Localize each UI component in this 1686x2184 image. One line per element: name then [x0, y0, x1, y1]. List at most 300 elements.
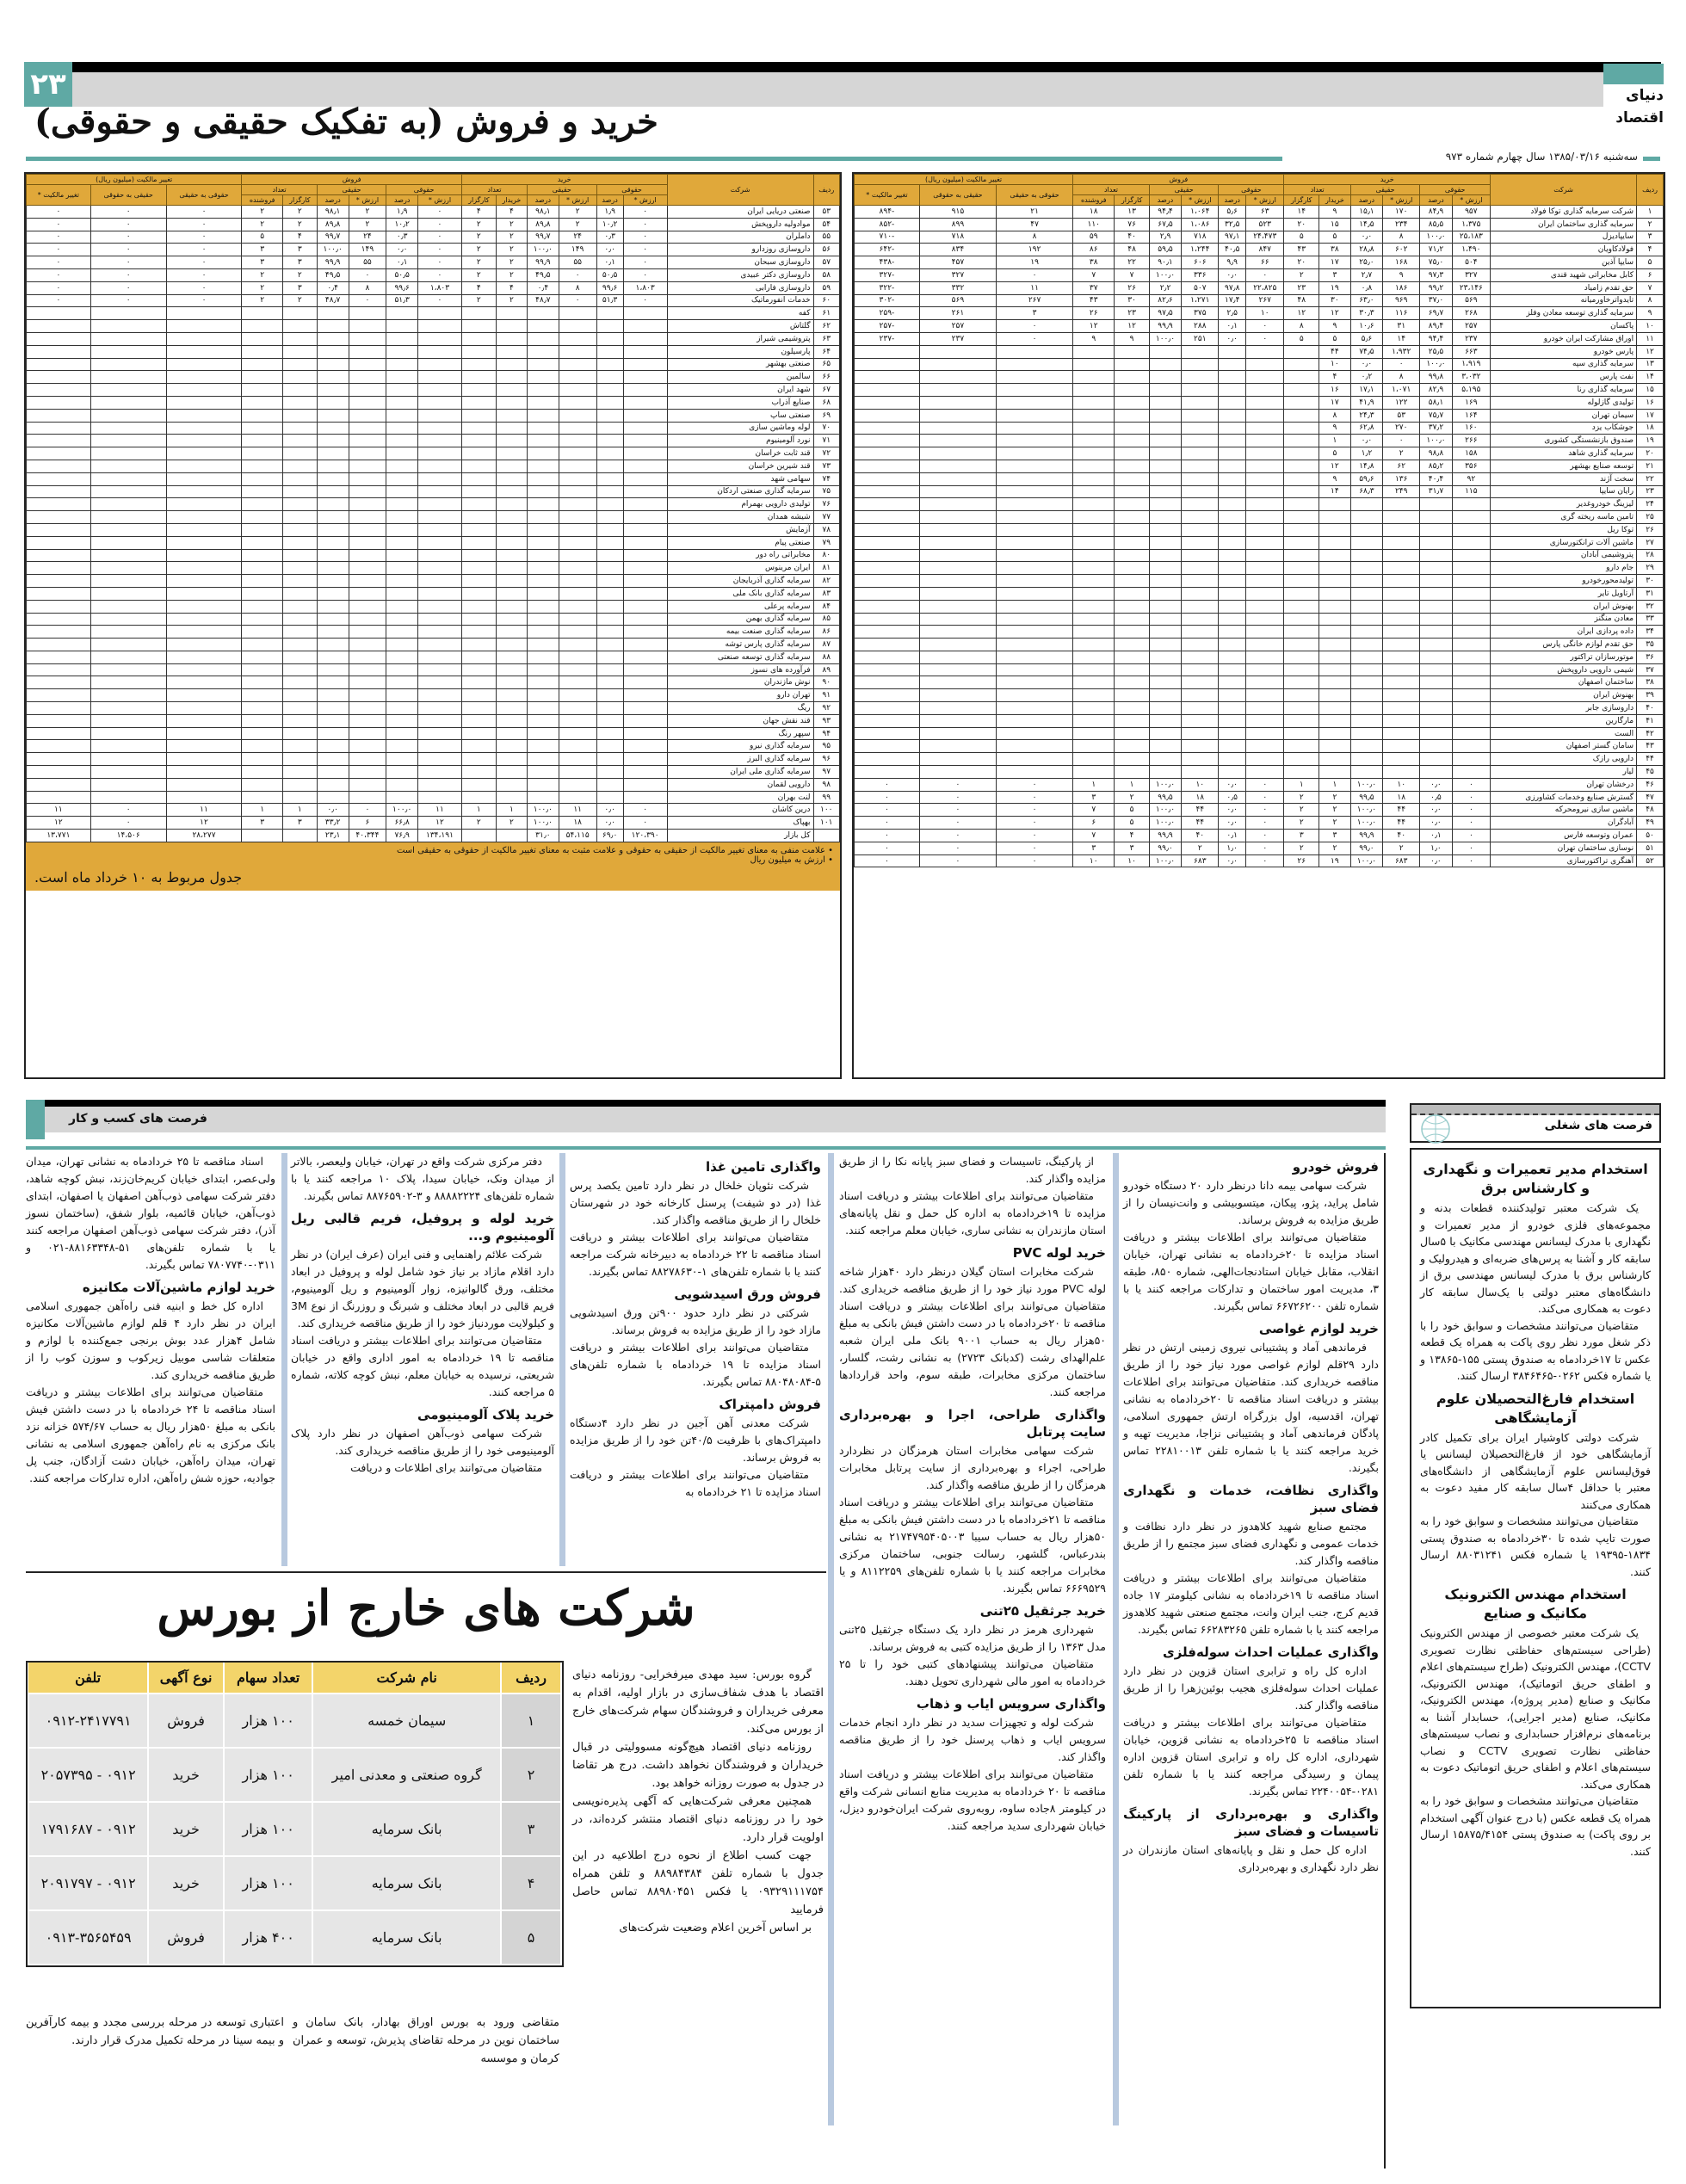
cell [596, 562, 623, 575]
cell [418, 651, 462, 663]
company-name: صندوق بازنشستگی کشوری [1491, 435, 1637, 447]
cell [27, 435, 91, 447]
cell [242, 651, 282, 663]
cell: ۰ [1452, 791, 1490, 804]
cell [559, 714, 596, 727]
column-header: فروشنده [242, 195, 282, 206]
cell: ۲۴۹ [1383, 485, 1420, 498]
cell [1420, 523, 1452, 536]
company-name: دارویی رازک [1491, 753, 1637, 766]
cell [1149, 676, 1181, 689]
column-header: درصد [1149, 195, 1181, 206]
cell [528, 307, 559, 320]
cell [317, 460, 349, 472]
cell [461, 358, 496, 371]
job-body: متقاضیان می‌توانند مشخصات و سوابق خود را به صورت تایپ شده تا ۳۰خردادماه به صندوق پستی ۱۸۳۴-۱۹۳۹۵ یا شماره فکس ۸۸۰۳۱۲۴۱ ارسال کنند. [1420, 1515, 1652, 1578]
cell [1149, 523, 1181, 536]
cell [623, 536, 667, 549]
company-name: آرتاویل تایر [1491, 587, 1637, 600]
cell [1383, 651, 1420, 663]
cell [919, 689, 996, 702]
cell: ۵۳ [1383, 409, 1420, 422]
cell [496, 422, 527, 435]
cell [90, 740, 166, 753]
cell: ۱،۳۷۵ [1452, 218, 1490, 231]
cell [528, 358, 559, 371]
cell [27, 447, 91, 460]
cell [1350, 740, 1382, 753]
cell [496, 791, 527, 804]
cell: ۷۵٫۷ [1420, 409, 1452, 422]
cell [282, 485, 317, 498]
cell [623, 409, 667, 422]
cell: ۲۵٫۵ [1420, 345, 1452, 358]
cell: ۰ [559, 268, 596, 281]
cell [623, 511, 667, 524]
cell [1115, 536, 1150, 549]
cell: ۰ [1246, 854, 1284, 867]
column-header: ارزش * [623, 195, 667, 206]
cell: ۱۰۰٫۰ [528, 804, 559, 817]
cell [1219, 498, 1246, 511]
cell [596, 384, 623, 397]
cell [242, 536, 282, 549]
cell [386, 320, 418, 333]
table-row [855, 371, 1664, 384]
cell: ۲۱ [1637, 460, 1664, 472]
column-divider [559, 1153, 565, 1566]
cell [1219, 714, 1246, 727]
cell [528, 371, 559, 384]
cell: ۷۲ [813, 447, 839, 460]
cell [1115, 472, 1150, 485]
cell: ۱۰۰٫۰ [1350, 854, 1382, 867]
table-row [27, 231, 840, 244]
cell [623, 600, 667, 613]
cell [90, 511, 166, 524]
cell [855, 639, 920, 651]
cell [166, 332, 242, 345]
cell: ۸۷ [813, 639, 839, 651]
job-body: متقاضیان می‌توانند مشخصات و سوابق خود را به همراه یک قطعه عکس (با درج عنوان آگهی استخدام بر روی پاکت) به صندوق پستی ۱۵۸۷۵/۴۱۵۴ ارسال کنند. [1420, 1794, 1651, 1858]
cell [1073, 727, 1115, 740]
cell [90, 766, 166, 779]
cell: ۱۰۱ [813, 817, 839, 830]
cell [496, 575, 527, 588]
cell [559, 676, 596, 689]
table-row [27, 396, 840, 409]
cell [1115, 485, 1150, 498]
company-name: تولیدی دارویی بهمرام [667, 498, 813, 511]
table-row [855, 727, 1664, 740]
cell [242, 549, 282, 562]
cell: ۱۵٫۱ [1350, 206, 1382, 219]
cell: ۴۱ [1637, 714, 1664, 727]
cell: ۰ [90, 256, 166, 269]
cell [1073, 702, 1115, 715]
cell [1246, 663, 1284, 676]
footnote-date: جدول مربوط به ۱۰ خرداد ماه است. [34, 868, 243, 885]
cell [997, 371, 1073, 384]
cell [919, 626, 996, 639]
cell [1073, 651, 1115, 663]
cell [1284, 626, 1319, 639]
cell [1073, 409, 1115, 422]
cell: ۷ [1073, 804, 1115, 817]
cell: ۰ [1383, 435, 1420, 447]
cell [496, 358, 527, 371]
cell [559, 332, 596, 345]
column-header: تغییر مالکیت * [27, 185, 91, 206]
cell [242, 778, 282, 791]
cell: ۴۸ [1115, 244, 1150, 256]
cell [386, 626, 418, 639]
cell: ۷ [1073, 268, 1115, 281]
cell [242, 332, 282, 345]
cell: ۶۳ [813, 332, 839, 345]
cell: ۱۴ [1637, 371, 1664, 384]
cell: ۰٫۰ [1350, 358, 1382, 371]
company-name: پتروشیمی آبادان [1491, 549, 1637, 562]
cell [596, 766, 623, 779]
cell [1284, 714, 1319, 727]
cell [349, 600, 386, 613]
cell [282, 830, 317, 842]
cell [1452, 702, 1490, 715]
cell: ۰ [90, 804, 166, 817]
cell: ۴۴ [1637, 753, 1664, 766]
cell [461, 714, 496, 727]
cell: ۱ [1319, 778, 1351, 791]
cell [596, 651, 623, 663]
cell [528, 727, 559, 740]
cell: ۰ [418, 244, 462, 256]
cell [559, 626, 596, 639]
cell: ۱۹ [1319, 854, 1351, 867]
cell: ۲ [496, 218, 527, 231]
table-row [27, 294, 840, 307]
cell [349, 447, 386, 460]
cell: ۴۸٫۷ [317, 294, 349, 307]
cell [855, 676, 920, 689]
cell: ۲ [282, 218, 317, 231]
cell [461, 472, 496, 485]
cell [855, 600, 920, 613]
cell [596, 498, 623, 511]
cell [1149, 727, 1181, 740]
cell [1452, 689, 1490, 702]
cell: ۰ [90, 206, 166, 219]
cell: ۳ [242, 244, 282, 256]
cell [1149, 396, 1181, 409]
cell [559, 549, 596, 562]
column-header: تغییر مالکیت * [855, 185, 920, 206]
cell [461, 676, 496, 689]
cell: ۵ [1284, 332, 1319, 345]
cell [559, 663, 596, 676]
cell [623, 396, 667, 409]
cell [317, 791, 349, 804]
ad-title: خرید پلاک آلومینیومی [417, 1407, 554, 1422]
cell [386, 791, 418, 804]
cell: ۴۸ [1284, 294, 1319, 307]
cell [559, 778, 596, 791]
cell [386, 639, 418, 651]
otc-cell: ۱۰۰ هزار [224, 1748, 312, 1802]
cell [1420, 600, 1452, 613]
cell: ۳ [282, 281, 317, 294]
cell: ۸ [997, 231, 1073, 244]
cell [349, 332, 386, 345]
cell: ۱ [1115, 778, 1150, 791]
cell [496, 345, 527, 358]
cell [1383, 639, 1420, 651]
cell [166, 320, 242, 333]
cell: ۱،۰۶۴ [1182, 206, 1219, 219]
cell [90, 523, 166, 536]
company-name: خدمات انفورماتیک [667, 294, 813, 307]
cell [1149, 663, 1181, 676]
company-name: صنایع آذراب [667, 396, 813, 409]
cell [1115, 689, 1150, 702]
cell [242, 689, 282, 702]
cell [349, 371, 386, 384]
cell: ۴ [496, 206, 527, 219]
cell: ۰٫۵ [1420, 791, 1452, 804]
job-title: استخدام فارغ‌التحصیلان علوم آزمایشگاهی [1436, 1390, 1635, 1426]
cell: ۱۰ [1383, 778, 1420, 791]
column-header: حقوقی [596, 185, 667, 195]
column-header: ردیف [813, 175, 839, 206]
cell [1246, 422, 1284, 435]
cell [1284, 753, 1319, 766]
cell: ۱۰ [1319, 358, 1351, 371]
cell [1115, 447, 1150, 460]
cell [528, 651, 559, 663]
otc-cell: ۱۰۰ هزار [224, 1856, 312, 1910]
cell: ۲ [461, 218, 496, 231]
cell: ۱۰ [1115, 854, 1150, 867]
cell [349, 485, 386, 498]
cell: ۱۷ [1637, 409, 1664, 422]
cell: ۲۳ [1637, 485, 1664, 498]
cell [1452, 511, 1490, 524]
cell: ۵۰٫۵ [596, 268, 623, 281]
cell: ۳ [1073, 842, 1115, 854]
cell [1115, 639, 1150, 651]
cell [528, 536, 559, 549]
cell: ۷۰ [813, 422, 839, 435]
cell [349, 689, 386, 702]
cell: ۶۲ [1383, 460, 1420, 472]
cell [596, 409, 623, 422]
cell [27, 587, 91, 600]
ad-body: متقاضیان می‌توانند برای اطلاعات بیشتر و دریافت اسناد مناقصه تا ۱۹ خردادماه به امور اداری واقع در خیابان شریعتی، نرسیده به خیابان معلم، نبش کوچه کلاته، شماره ۵ مراجعه کنند. [291, 1334, 554, 1398]
cell: ۰ [623, 244, 667, 256]
cell: ۰ [855, 778, 920, 791]
table-row [27, 830, 840, 842]
cell: ۶۶ [813, 371, 839, 384]
cell [623, 523, 667, 536]
cell [242, 600, 282, 613]
cell [1219, 460, 1246, 472]
company-name: قند ثابت خراسان [667, 447, 813, 460]
job-body: یک شرکت معتبر تولیدکننده قطعات بدنه و مجموعه‌های فلزی خودرو از مدیر تعمیرات و نگهداری با مدرک لیسانس مهندسی مکانیک با ۵سال سابقه کار و آشنا به پرس‌های ضربه‌ای و هیدرولیک و کارشناس برق با مدرک لیسانس مهندسی برق از دانشگاه‌های معتبر دولتی با یک‌سال سابقه کار دعوت به همکاری می‌کند. [1420, 1201, 1651, 1315]
table-row [855, 842, 1664, 854]
company-name: موادولیه داروپخش [667, 218, 813, 231]
company-name: سرمایه گذاری بهمن [667, 613, 813, 626]
business-section-title: فرصت های کسب و کار [69, 1112, 207, 1126]
cell [559, 307, 596, 320]
cell [1149, 422, 1181, 435]
company-name: تامین ماسه ریخته گری [1491, 511, 1637, 524]
cell: ۷۵٫۰ [1420, 256, 1452, 269]
table-row [855, 740, 1664, 753]
cell [528, 753, 559, 766]
cell [317, 727, 349, 740]
cell: ۲٫۲ [1149, 281, 1181, 294]
cell [596, 511, 623, 524]
cell [317, 320, 349, 333]
cell [623, 791, 667, 804]
cell: ۱ [1637, 206, 1664, 219]
ad-title: واگذاری و بهره‌برداری از پارکینگ تاسیسات و فضای سبز [1123, 1806, 1379, 1839]
cell [528, 345, 559, 358]
cell [27, 702, 91, 715]
cell [282, 409, 317, 422]
ad-body: شرکت مخابرات استان گیلان درنظر دارد ۴۰هزار شاخه لوله PVC مورد نیاز خود را از طریق مناقصه خریداری کند. متقاضیان می‌توانند برای اطلاعات بیشتر و دریافت اسناد مناقصه تا ۲۰خردادماه با در دست داشتن فیش بانکی به مبلغ ۵۰هزار ریال به حساب ۹۰۰۱ بانک ملی ایران شعبه علم‌الهدای رشت (کدبانک ۲۷۲۳) به نشانی رشت، گلسار، ساختمان مرکزی مخابرات، طبقه سوم، واحد قراردادها مراجعه کنند. [839, 1265, 1107, 1398]
cell [1246, 396, 1284, 409]
cell [1284, 345, 1319, 358]
cell [919, 587, 996, 600]
table-row [855, 639, 1664, 651]
cell: ۰ [166, 268, 242, 281]
company-name: آبادگران [1491, 817, 1637, 830]
column-header: ارزش * [1246, 195, 1284, 206]
cell [496, 447, 527, 460]
cell: ۰ [418, 256, 462, 269]
company-name: سایپادیزل [1491, 231, 1637, 244]
cell: ۰٫۰ [596, 817, 623, 830]
cell [596, 676, 623, 689]
cell: ۹۹٫۹ [528, 256, 559, 269]
cell: ۳ [242, 817, 282, 830]
cell [997, 613, 1073, 626]
cell: ۹۹٫۶ [596, 281, 623, 294]
cell [90, 396, 166, 409]
cell [1115, 651, 1150, 663]
company-name: عمران وتوسعه فارس [1491, 830, 1637, 842]
cell [1319, 600, 1351, 613]
cell [282, 727, 317, 740]
cell [1284, 613, 1319, 626]
cell: ۹۶۹ [1383, 294, 1420, 307]
cell [1246, 766, 1284, 779]
cell [418, 422, 462, 435]
cell [90, 689, 166, 702]
cell [1319, 587, 1351, 600]
cell [349, 549, 386, 562]
cell [559, 460, 596, 472]
cell: ۵۹ [813, 281, 839, 294]
business-column-3 [570, 1153, 821, 1566]
cell [242, 663, 282, 676]
cell [596, 472, 623, 485]
cell [461, 626, 496, 639]
cell [1073, 422, 1115, 435]
cell: ۱،۰۸۶ [1182, 218, 1219, 231]
cell: ۰٫۰ [1420, 778, 1452, 791]
cell [90, 485, 166, 498]
otc-cell: ۴ [501, 1856, 561, 1910]
cell [166, 472, 242, 485]
cell [1219, 371, 1246, 384]
column-header: ردیف [1637, 175, 1664, 206]
cell [1073, 498, 1115, 511]
cell [1182, 435, 1219, 447]
cell [317, 714, 349, 727]
cell [919, 409, 996, 422]
cell [997, 549, 1073, 562]
cell: ۱ [242, 804, 282, 817]
cell [496, 830, 527, 842]
cell: ۲ [1319, 804, 1351, 817]
business-column-2 [839, 1153, 1106, 2117]
cell [496, 651, 527, 663]
table-row [855, 206, 1664, 219]
cell [1182, 727, 1219, 740]
table-row [27, 384, 840, 397]
cell [528, 384, 559, 397]
cell: ۲۵٫۰ [1350, 256, 1382, 269]
cell [623, 358, 667, 371]
cell [1182, 740, 1219, 753]
cell: ۸۴۷ [1246, 244, 1284, 256]
cell: ۲۹ [1637, 562, 1664, 575]
cell [1073, 689, 1115, 702]
cell: ۱،۸۰۳ [623, 281, 667, 294]
cell [496, 600, 527, 613]
cell: ۲ [1319, 842, 1351, 854]
cell: ۳ [997, 307, 1073, 320]
cell [461, 536, 496, 549]
cell: ۴۲ [1637, 727, 1664, 740]
cell: ۵٫۶ [1219, 206, 1246, 219]
cell: ۲۳ [1115, 307, 1150, 320]
cell: ۰٫۱ [596, 256, 623, 269]
cell: ۷۱٫۲ [1420, 244, 1452, 256]
cell [386, 549, 418, 562]
cell [386, 778, 418, 791]
cell [1182, 689, 1219, 702]
table-row [855, 587, 1664, 600]
cell [1319, 740, 1351, 753]
cell: ۰ [855, 854, 920, 867]
cell: ۱۴،۵۰۶ [90, 830, 166, 842]
cell [919, 422, 996, 435]
cell [1246, 676, 1284, 689]
cell: ۱ [1073, 778, 1115, 791]
company-name: معادن منگنز [1491, 613, 1637, 626]
cell: ۰٫۰ [1219, 854, 1246, 867]
cell: ۹ [1319, 206, 1351, 219]
company-name: ایران مرینوس [667, 562, 813, 575]
cell [1149, 498, 1181, 511]
column-header: تعداد [1073, 185, 1150, 195]
ad-body: متقاضیان می‌توانند برای اطلاعات و دریافت [350, 1461, 542, 1474]
cell [242, 626, 282, 639]
cell: ۱۶ [1637, 396, 1664, 409]
